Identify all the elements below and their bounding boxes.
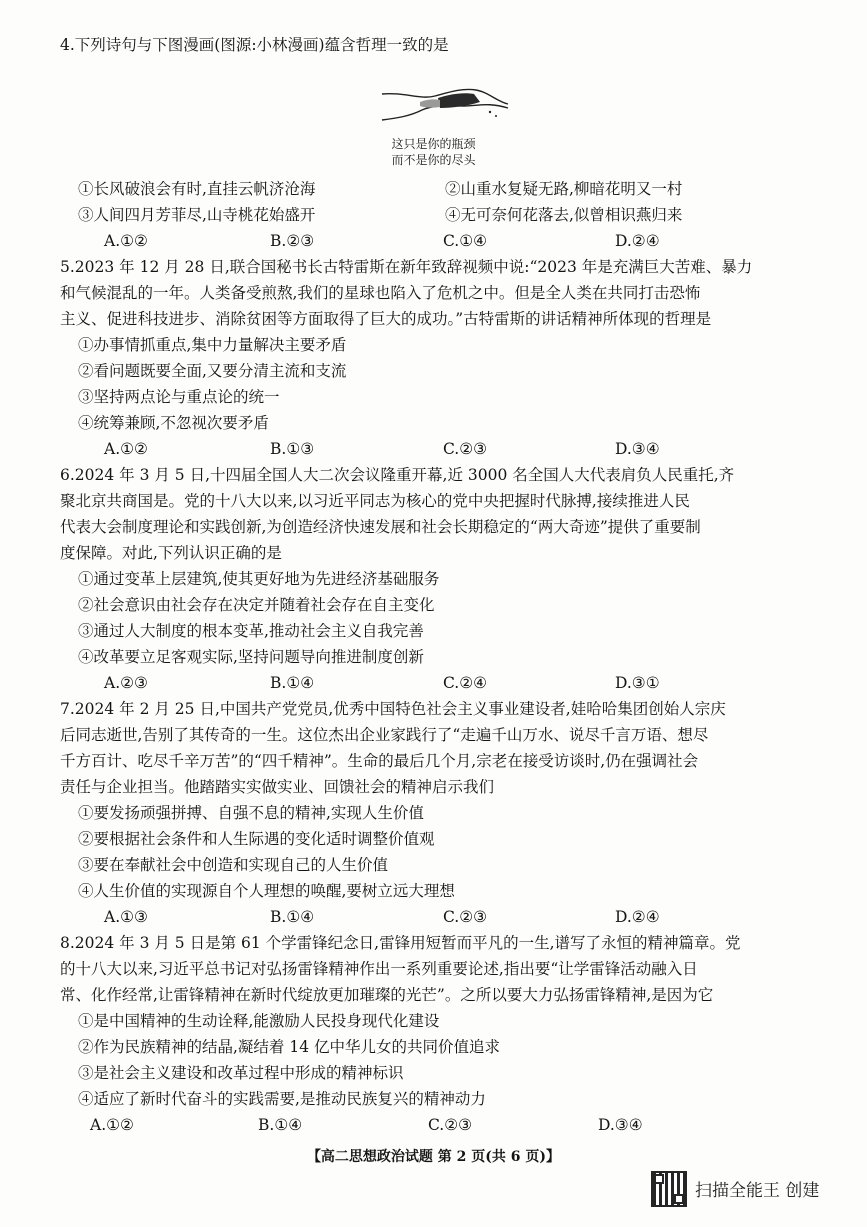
q4-choice-c: C.①④	[443, 232, 488, 250]
q7-choice-d: D.②④	[615, 908, 660, 926]
q7-option-1: ①要发扬顽强拼搏、自强不息的精神,实现人生价值	[78, 804, 424, 822]
q6-stem-line3: 代表大会制度理论和实践创新,为创造经济快速发展和社会长期稳定的“两大奇迹”提供了重要制	[60, 518, 701, 536]
q4-option-1: ①长风破浪会有时,直挂云帆济沧海	[78, 180, 316, 198]
q4-option-2: ②山重水复疑无路,柳暗花明又一村	[445, 180, 683, 198]
q5-choice-b: B.①③	[270, 440, 315, 458]
bottle-neck-cartoon	[380, 72, 510, 132]
q6-option-2: ②社会意识由社会存在决定并随着社会存在自主变化	[78, 596, 435, 614]
q6-stem-line1: 6.2024 年 3 月 5 日,十四届全国人大二次会议隆重开幕,近 3000 名全国人大代表肩负人民重托,齐	[60, 466, 735, 484]
q8-choice-b: B.①④	[258, 1116, 303, 1134]
q6-choice-d: D.③①	[615, 674, 660, 692]
q7-option-2: ②要根据社会条件和人生际遇的变化适时调整价值观	[78, 830, 435, 848]
q8-choice-a: A.①②	[90, 1116, 134, 1134]
q4-choice-d: D.②④	[615, 232, 660, 250]
q7-choice-a: A.①③	[104, 908, 148, 926]
q5-option-3: ③坚持两点论与重点论的统一	[78, 388, 280, 406]
q5-choice-c: C.②③	[443, 440, 488, 458]
q7-option-3: ③要在奉献社会中创造和实现自己的人生价值	[78, 856, 389, 874]
q5-option-4: ④统筹兼顾,不忽视次要矛盾	[78, 414, 269, 432]
q7-stem-line2: 后同志逝世,告别了其传奇的一生。这位杰出企业家践行了“走遍千山万水、说尽千言万语、想尽	[60, 726, 709, 744]
cartoon-caption-line1: 这只是你的瓶颈	[391, 137, 476, 151]
q5-choice-a: A.①②	[104, 440, 148, 458]
q5-choice-d: D.③④	[615, 440, 660, 458]
q6-option-1: ①通过变革上层建筑,使其更好地为先进经济基础服务	[78, 570, 440, 588]
q7-choice-b: B.①④	[270, 908, 315, 926]
cartoon-caption-line2: 而不是你的尽头	[391, 153, 476, 167]
q4-choice-a: A.①②	[104, 232, 148, 250]
q8-stem-line3: 常、化作经常,让雷锋精神在新时代绽放更加璀璨的光芒”。之所以要大力弘扬雷锋精神,是因为它	[60, 986, 714, 1004]
q5-stem-line1: 5.2023 年 12 月 28 日,联合国秘书长古特雷斯在新年致辞视频中说:“2023 年是充满巨大苦难、暴力	[60, 258, 753, 276]
q6-option-4: ④改革要立足客观实际,坚持问题导向推进制度创新	[78, 648, 424, 666]
qr-code-icon	[651, 1171, 687, 1207]
q4-stem: 4.下列诗句与下图漫画(图源:小林漫画)蕴含哲理一致的是	[60, 36, 449, 54]
q6-stem-line2: 聚北京共商国是。党的十八大以来,以习近平同志为核心的党中央把握时代脉搏,接续推进人民	[60, 492, 690, 510]
q8-stem-line2: 的十八大以来,习近平总书记对弘扬雷锋精神作出一系列重要论述,指出要“让学雷锋活动融入日	[60, 960, 698, 978]
q5-stem-line3: 主义、促进科技进步、消除贫困等方面取得了巨大的成功。”古特雷斯的讲话精神所体现的哲理是	[60, 310, 712, 328]
q8-choice-d: D.③④	[598, 1116, 643, 1134]
q4-choice-b: B.②③	[270, 232, 315, 250]
q7-option-4: ④人生价值的实现源自个人理想的唤醒,要树立远大理想	[78, 882, 455, 900]
q4-option-3: ③人间四月芳菲尽,山寺桃花始盛开	[78, 206, 316, 224]
q7-stem-line1: 7.2024 年 2 月 25 日,中国共产党党员,优秀中国特色社会主义事业建设者,娃哈哈集团创始人宗庆	[60, 700, 726, 718]
page-footer: 【高二思想政治试题 第 2 页(共 6 页)】	[306, 1149, 561, 1165]
q7-stem-line4: 责任与企业担当。他踏踏实实做实业、回馈社会的精神启示我们	[60, 778, 495, 796]
scanner-watermark: 扫描全能王 创建	[695, 1181, 820, 1201]
q8-option-1: ①是中国精神的生动诠释,能激励人民投身现代化建设	[78, 1012, 440, 1030]
q8-stem-line1: 8.2024 年 3 月 5 日是第 61 个学雷锋纪念日,雷锋用短暂而平凡的一生,谱写了永恒的精神篇章。党	[60, 934, 741, 952]
q6-choice-b: B.①④	[270, 674, 315, 692]
q5-stem-line2: 和气候混乱的一年。人类备受煎熬,我们的星球也陷入了危机之中。但是全人类在共同打击恐怖	[60, 284, 701, 302]
q4-option-4: ④无可奈何花落去,似曾相识燕归来	[445, 206, 683, 224]
q7-stem-line3: 千方百计、吃尽千辛万苦”的“四千精神”。生命的最后几个月,宗老在接受访谈时,仍在强调社会	[60, 752, 699, 770]
q8-option-3: ③是社会主义建设和改革过程中形成的精神标识	[78, 1064, 404, 1082]
q6-choice-a: A.②③	[104, 674, 148, 692]
q7-choice-c: C.②③	[443, 908, 488, 926]
q5-option-2: ②看问题既要全面,又要分清主流和支流	[78, 362, 347, 380]
q8-choice-c: C.②③	[428, 1116, 473, 1134]
q5-option-1: ①办事情抓重点,集中力量解决主要矛盾	[78, 336, 347, 354]
q6-stem-line4: 度保障。对此,下列认识正确的是	[60, 544, 282, 562]
q8-option-4: ④适应了新时代奋斗的实践需要,是推动民族复兴的精神动力	[78, 1090, 486, 1108]
q6-option-3: ③通过人大制度的根本变革,推动社会主义自我完善	[78, 622, 424, 640]
q6-choice-c: C.②④	[443, 674, 488, 692]
q8-option-2: ②作为民族精神的结晶,凝结着 14 亿中华儿女的共同价值追求	[78, 1038, 501, 1056]
